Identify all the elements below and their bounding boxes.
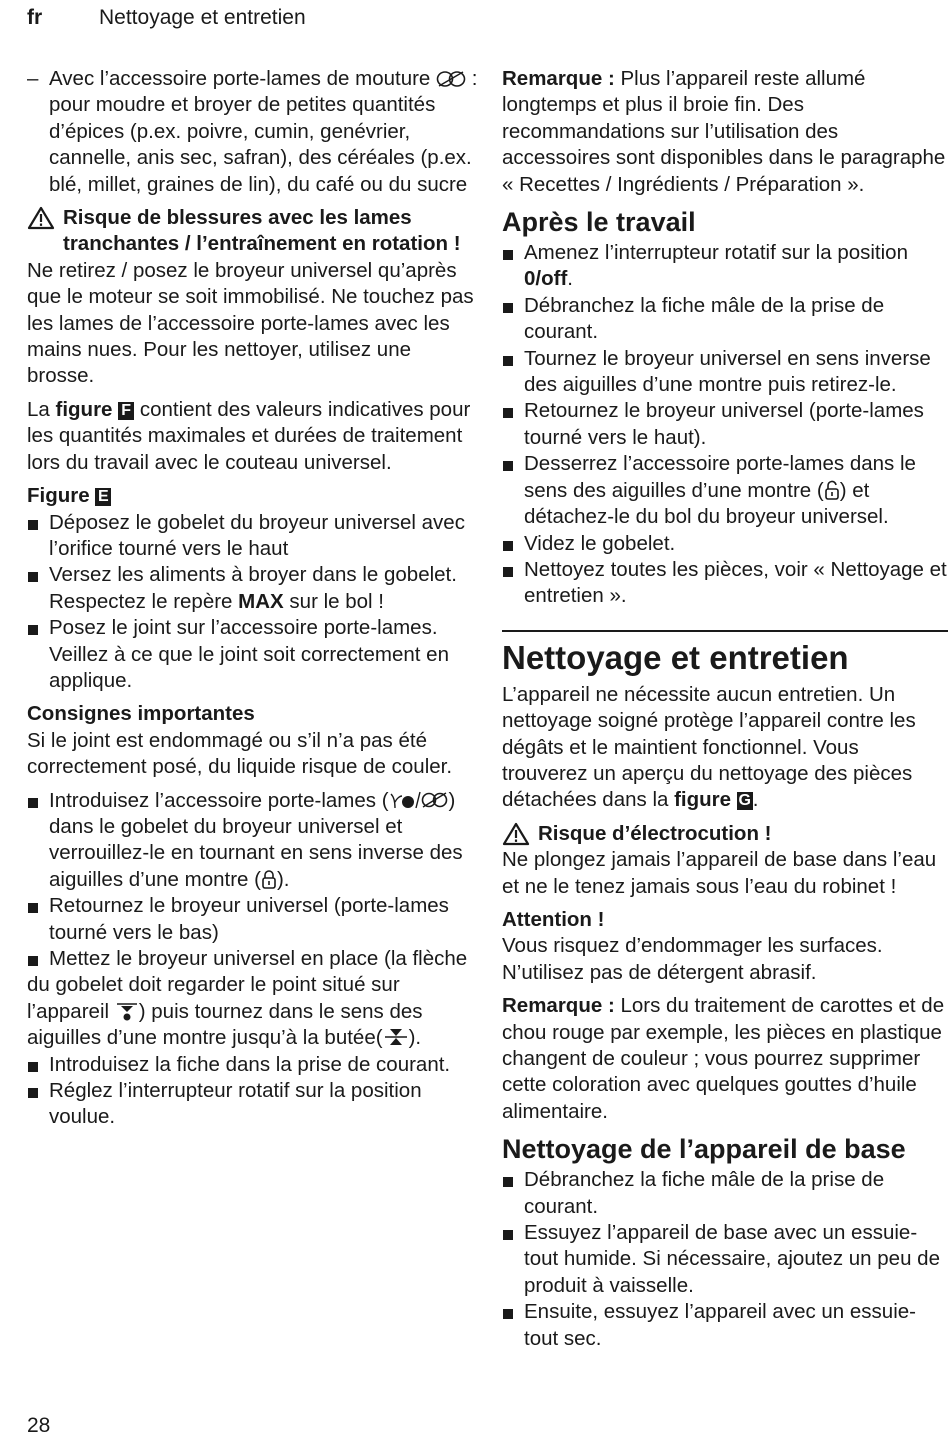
list-item: Déposez le gobelet du broyeur universel avec l’orifice tourné vers le haut xyxy=(27,510,479,563)
remarque-paragraph: Remarque : Plus l’appareil reste allumé longtemps et plus il broie fin. Des recommandations sur l’utilisation des accessoires sont disponibles dans le paragraphe « Recettes / Ingrédients / Préparation ». xyxy=(502,67,946,196)
header-title: Nettoyage et entretien xyxy=(99,6,306,29)
consignes-title: Consignes importantes xyxy=(27,702,255,726)
warning-icon xyxy=(27,206,55,230)
attention-title: Attention ! xyxy=(502,907,605,931)
list-item: Essuyez l’appareil de base avec un essuie-tout humide. Si nécessaire, ajoutez un peu de produit à vaisselle. xyxy=(502,1220,948,1299)
language-code: fr xyxy=(27,6,43,29)
alignment-point-icon xyxy=(115,1001,139,1021)
attention-text: Vous risquez d’endommager les surfaces. N’utilisez pas de détergent abrasif. xyxy=(502,934,883,984)
lock-open-icon xyxy=(824,480,840,500)
figure-e-heading: Figure E xyxy=(27,483,479,509)
list-item: Versez les aliments à broyer dans le gobelet. Respectez le repère MAX sur le bol ! xyxy=(27,562,479,615)
figure-f-badge: F xyxy=(118,402,134,420)
list-item: Introduisez l’accessoire porte-lames ( ) dans le gobelet du broyeur universel et verrouillez-le en tournant en sens inverse des aiguilles d’une montre ( ). xyxy=(27,788,479,894)
list-item: Tournez le broyeur universel en sens inverse des aiguilles d’une montre puis retirez-le. xyxy=(502,346,948,399)
dash-item-grinding: – Avec l’accessoire porte-lames de mouture : pour moudre et broyer de petites quantités d’épices (p.ex. poivre, cumin, genévrier, cannelle, anis sec, safran), des céréales (p.ex. blé, millet, graines de lin), du café ou du sucre xyxy=(27,67,478,196)
consignes-text: Si le joint est endommagé ou s’il n’a pas été correctement posé, du liquide risque de couler. xyxy=(27,728,453,779)
warning-icon xyxy=(502,822,530,846)
nettoyage-paragraph: L’appareil ne nécessite aucun entretien. Un nettoyage soigné protège l’appareil contre les dégâts et le maintient fonctionnel. Vous trouverez un aperçu du nettoyage des pièces détachées dans la figure G. xyxy=(502,682,916,812)
list-item: Desserrez l’accessoire porte-lames dans le sens des aiguilles d’une montre ( ) et détachez-le du bol du broyeur universel. xyxy=(502,451,948,530)
left-column xyxy=(27,66,479,1131)
figure-f-paragraph: La figure F contient des valeurs indicatives pour les quantités maximales et durées de traitement lors du travail avec le couteau universel. xyxy=(27,397,471,474)
list-item: Retournez le broyeur universel (porte-lames tourné vers le haut). xyxy=(502,398,948,451)
lock-closed-icon xyxy=(261,869,277,889)
list-item: Ensuite, essuyez l’appareil avec un essuie-tout sec. xyxy=(502,1299,948,1352)
warning-title: Risque de blessures avec les lames tranchantes / l’entraînement en rotation ! xyxy=(27,205,479,258)
section-title-nettoyage: Nettoyage et entretien xyxy=(502,638,849,676)
list-item: Réglez l’interrupteur rotatif sur la position voulue. xyxy=(27,1078,479,1131)
figure-e-badge: E xyxy=(95,488,111,506)
figure-g-badge: G xyxy=(738,792,751,810)
grinding-blade-icon xyxy=(436,70,466,88)
list-item: Retournez le broyeur universel (porte-lames tourné vers le bas) xyxy=(27,893,479,946)
list-item: Nettoyez toutes les pièces, voir « Nettoyage et entretien ». xyxy=(502,557,948,610)
remarque-paragraph-2: Remarque : Lors du traitement de carottes et de chou rouge par exemple, les pièces en plastique changent de couleur ; vous pourrez supprimer cette coloration avec quelques gouttes d’huile alimentaire. xyxy=(502,994,945,1123)
section-title-apres: Après le travail xyxy=(502,207,696,238)
electrocution-warning-text: Ne plongez jamais l’appareil de base dans l’eau et ne le tenez jamais sous l’eau du robinet ! xyxy=(502,848,937,898)
right-column xyxy=(502,66,948,1352)
section-title-base: Nettoyage de l’appareil de base xyxy=(502,1134,906,1165)
lock-position-icon xyxy=(383,1027,409,1047)
list-item: Introduisez la fiche dans la prise de courant. xyxy=(27,1052,479,1078)
list-item: Débranchez la fiche mâle de la prise de courant. xyxy=(502,293,948,346)
page-number: 28 xyxy=(27,1414,51,1437)
blade-accessories-icon xyxy=(389,790,449,810)
list-item: Débranchez la fiche mâle de la prise de courant. xyxy=(502,1167,948,1220)
warning-text: Ne retirez / posez le broyeur universel qu’après que le moteur se soit immobilisé. Ne touchez pas les lames de l’accessoire porte-lames avec les mains nues. Pour les nettoyer, utilisez une brosse. xyxy=(27,258,474,388)
page-header xyxy=(27,6,306,30)
list-item: Amenez l’interrupteur rotatif sur la position 0/off. xyxy=(502,240,948,293)
list-item: Videz le gobelet. xyxy=(502,531,948,557)
section-divider xyxy=(502,630,948,632)
electrocution-warning-title: Risque d’électrocution ! xyxy=(502,821,948,847)
list-item: Mettez le broyeur universel en place (la flèche du gobelet doit regarder le point situé sur l’appareil ) puis tournez dans le sens des aiguilles d’une montre jusqu’à la butée( ). xyxy=(27,946,479,1052)
list-item: Posez le joint sur l’accessoire porte-lames. Veillez à ce que le joint soit correctement en applique. xyxy=(27,615,479,694)
